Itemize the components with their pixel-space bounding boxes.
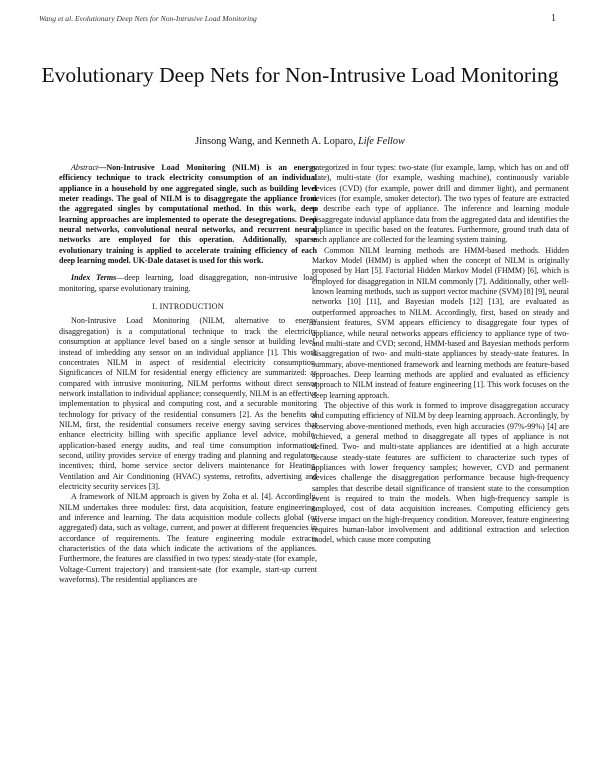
author-fellow-note: Life Fellow: [358, 136, 405, 147]
left-column: [59, 163, 317, 585]
running-head: Wang et al. Evolutionary Deep Nets for Non-Intrusive Load Monitoring: [39, 14, 257, 23]
intro-paragraph-1: Non-Intrusive Load Monitoring (NILM, alternative to energy disaggregation) is a computational technique to track the electricity consumption at appliance level based on a single sensor at building level, instead of imbedding any sensor on an individual appliance [1]. This work concentrates NILM in aspect of residential electricity consumption. Significances of NILM for residential energy efficiency are summarized: as compared with intrusive monitoring, NILM performs without direct sensor network installation to individual appliance; consequently, NILM is an effective implementation to physical and computing cost, and a securable monitoring technology for privacy of the residential consumers [2]. As the benefits of NILM, first, the residential consumers receive energy saving services that enhance electricity billing with specific appliance level advice, mobile-application-based energy audits, and real time consumption information; second, utility provides service of energy trading and planning and regulatory incentives; third, home service sector delivers maintenance for Heating, Ventilation and Air Conditioning (HVAC) systems, retrofits, advertising and electricity security services [3].: [59, 316, 317, 491]
author-line: [40, 136, 560, 147]
index-terms: [59, 273, 317, 294]
index-terms-lead: Index Terms: [71, 273, 117, 283]
section-initial: I: [159, 302, 163, 312]
section-title-rest: NTRODUCTION: [162, 302, 224, 312]
right-column: [312, 163, 569, 546]
paper-title: Evolutionary Deep Nets for Non-Intrusive Load Monitoring: [41, 63, 559, 87]
author-names: Jinsong Wang, and Kenneth A. Loparo,: [195, 136, 356, 147]
page-number: 1: [551, 13, 556, 24]
section-heading-introduction: [59, 302, 317, 312]
index-terms-text: —deep learning, load disaggregation, non-intrusive load monitoring, sparse evolutionary training.: [59, 273, 317, 293]
intro-paragraph-2: A framework of NILM approach is given by Zoha et al. [4]. Accordingly, NILM undertakes three modules: first, data acquisition, feature engineering, and inference and learning. The data acquisition module collects global (or aggregated) data, such as voltage, current, and power at different frequencies in accordance of requirements. The feature engineering module extracts characteristics of the data which indicate the activations of the appliances. Furthermore, the features are classified in two types: steady-state (for example, Voltage-Current trajectory) and transient-sate (for example, start-up current waveforms). The residential appliances are: [59, 492, 317, 585]
section-number: I.: [152, 302, 160, 312]
intro-paragraph-4: The objective of this work is formed to improve disaggregation accuracy and computing efficiency of NILM by deep learning approach. Accordingly, by observing above-mentioned methods, even high accuracies (97%-99%) [4] are achieved, a general method to disaggregate all types of appliance is not defined. Two- and multi-state appliances are identified at a high accurate because steady-state features are sufficient to characterize such types of appliances with lower frequency samples; however, CVD and permanent devices challenge the disaggregation performance because high-frequency samples that describe detail significance of transient state to the consumption event is required to train the models. When high-frequency sample is employed, cost of data acquisition increases. Computing efficiency gets adverse impact on the high-frequency condition. Moreover, feature engineering requires human-labor involvement and additional extraction and selection model, which cause more computing: [312, 400, 569, 545]
intro-paragraph-2-continued: categorized in four types: two-state (for example, lamp, which has on and off state), multi-state (for example, washing machine), continuously variable devices (CVD) (for example, power drill and dimmer light), and permanent devices (for example, smoker detector). The two types of feature are extracted to describe each type of appliance. The inference and learning module disaggregate induvial appliance data from the aggregated data and identifies the appliance in specific based on the features. Furthermore, ground truth data of each appliance are collected for the learning system training.: [312, 163, 569, 245]
intro-paragraph-3: Common NILM learning methods are HMM-based methods. Hidden Markov Model (HMM) is applied when the concept of NILM is originally proposed by Hart [5]. Factorial Hidden Markov Model (FHMM) [6], which is employed for disaggregation in NILM commonly [7]. Additionally, other well-known learning methods, such as support vector machine (SVM) [8] [9], neural networks [10] [11], and Bayesian models [12] [13], are evaluated as outperformed approaches to NILM. Accordingly, first, based on steady and transient features, SVM appears efficiency to disaggregate four types of appliance, while neural networks appears efficiency to appliance type of two- and multi-state and CVD; second, HMM-based and Bayesian methods perform disaggregation of two- and multi-state appliances by steady-state features. In summary, above-mentioned framework and learning methods are feature-based approaches. Deep learning methods are applied and evaluated as efficiency approach to NILM instead of feature engineering [1]. This work focuses on the deep learning approach.: [312, 245, 569, 400]
abstract-lead: Abstract: [71, 163, 99, 172]
abstract: [59, 163, 317, 266]
abstract-text: —Non-Intrusive Load Monitoring (NILM) is an energy efficiency technique to track electricity consumption of an individual appliance in a household by one aggregated single, such as building level meter readings. The goal of NILM is to disaggregate the appliance from the aggregated singles by computational method. In this work, deep learning approaches are implemented to operate the desegregations. Deep neural networks, convolutional neural networks, and recurrent neural networks are employed for this operation. Additionally, sparse evolutionary training is applied to accelerate training efficiency of each deep learning model. UK-Dale dataset is used for this work.: [59, 163, 317, 266]
